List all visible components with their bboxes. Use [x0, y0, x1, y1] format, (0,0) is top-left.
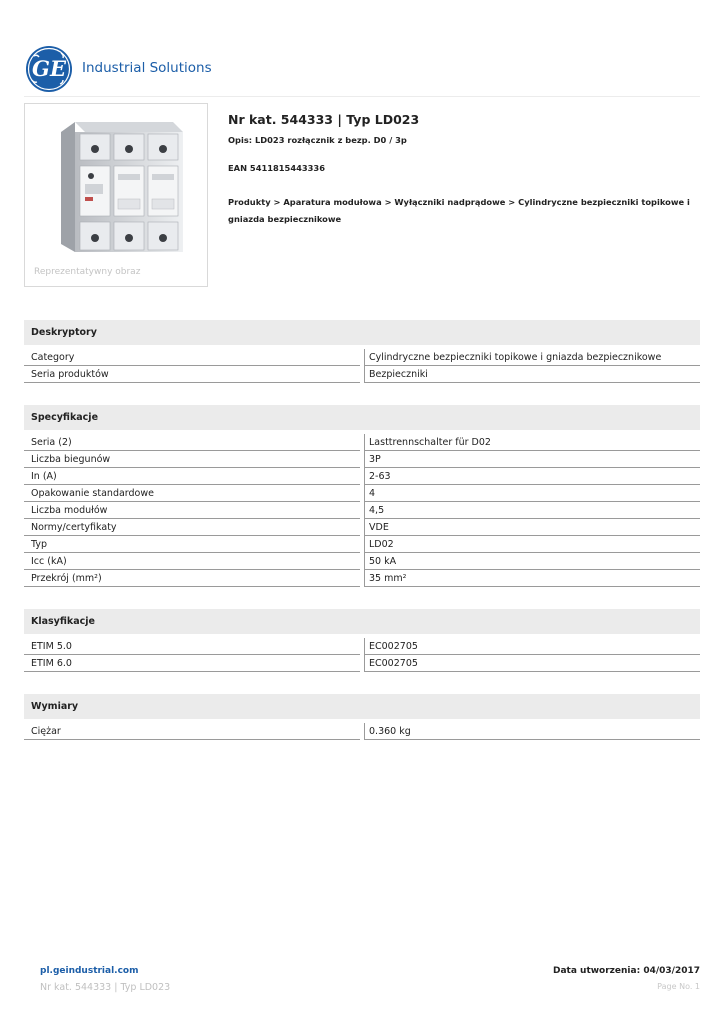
row-value: VDE	[364, 519, 700, 536]
ge-monogram-icon[interactable]	[24, 44, 74, 94]
section-title: Klasyfikacje	[24, 609, 700, 634]
row-value: 4	[364, 485, 700, 502]
row-label: Typ	[24, 536, 360, 553]
brand-name: Industrial Solutions	[82, 60, 212, 76]
product-description: Opis: LD023 rozłącznik z bezp. D0 / 3p	[228, 135, 407, 145]
row-label: In (A)	[24, 468, 360, 485]
row-label: Icc (kA)	[24, 553, 360, 570]
table-row	[24, 485, 700, 502]
table-row	[24, 553, 700, 570]
page-title: Nr kat. 544333 | Typ LD023	[228, 112, 420, 127]
row-label: Opakowanie standardowe	[24, 485, 360, 502]
section-title: Wymiary	[24, 694, 700, 719]
row-label: Seria produktów	[24, 366, 360, 383]
section-title: Specyfikacje	[24, 405, 700, 430]
footer-page-number: Page No. 1	[657, 982, 700, 991]
row-value: 50 kA	[364, 553, 700, 570]
table-row	[24, 536, 700, 553]
row-value: 3P	[364, 451, 700, 468]
footer-website-link[interactable]: pl.geindustrial.com	[40, 966, 139, 976]
row-label: Seria (2)	[24, 434, 360, 451]
section-deskryptory	[24, 320, 700, 383]
row-label: ETIM 5.0	[24, 638, 360, 655]
svg-text:GE: GE	[32, 56, 66, 81]
row-label: Liczba modułów	[24, 502, 360, 519]
table-row	[24, 723, 700, 740]
table-row	[24, 366, 700, 383]
row-value: EC002705	[364, 655, 700, 672]
page-header	[24, 44, 700, 96]
row-value: Lasttrennschalter für D02	[364, 434, 700, 451]
row-value: LD02	[364, 536, 700, 553]
row-value: Cylindryczne bezpieczniki topikowe i gniazda bezpiecznikowe	[364, 349, 700, 366]
section-specyfikacje	[24, 405, 700, 587]
row-value: EC002705	[364, 638, 700, 655]
image-caption: Reprezentatywny obraz	[34, 267, 141, 277]
table-row	[24, 519, 700, 536]
product-image	[24, 103, 208, 287]
product-info	[228, 112, 702, 228]
table-row	[24, 434, 700, 451]
section-klasyfikacje	[24, 609, 700, 672]
table-row	[24, 638, 700, 655]
table-row	[24, 570, 700, 587]
footer-created-date: Data utworzenia: 04/03/2017	[552, 966, 700, 976]
row-value: 2-63	[364, 468, 700, 485]
table-row	[24, 502, 700, 519]
product-ean: EAN 5411815443336	[228, 163, 325, 173]
row-value: Bezpieczniki	[364, 366, 700, 383]
row-label: Category	[24, 349, 360, 366]
footer-catalog-number: Nr kat. 544333 | Typ LD023	[40, 982, 171, 993]
section-title: Deskryptory	[24, 320, 700, 345]
row-label: ETIM 6.0	[24, 655, 360, 672]
header-divider	[24, 96, 700, 97]
row-value: 35 mm²	[364, 570, 700, 587]
table-row	[24, 655, 700, 672]
table-row	[24, 451, 700, 468]
row-label: Normy/certyfikaty	[24, 519, 360, 536]
fuse-disconnector-icon	[25, 104, 209, 264]
row-label: Liczba biegunów	[24, 451, 360, 468]
row-label: Ciężar	[24, 723, 360, 740]
row-value: 0.360 kg	[364, 723, 700, 740]
row-value: 4,5	[364, 502, 700, 519]
row-label: Przekrój (mm²)	[24, 570, 360, 587]
table-row	[24, 468, 700, 485]
breadcrumb: Produkty > Aparatura modułowa > Wyłączniki nadprądowe > Cylindryczne bezpieczniki topikowe i gniazda bezpiecznikowe	[228, 197, 690, 224]
section-wymiary	[24, 694, 700, 740]
table-row	[24, 349, 700, 366]
